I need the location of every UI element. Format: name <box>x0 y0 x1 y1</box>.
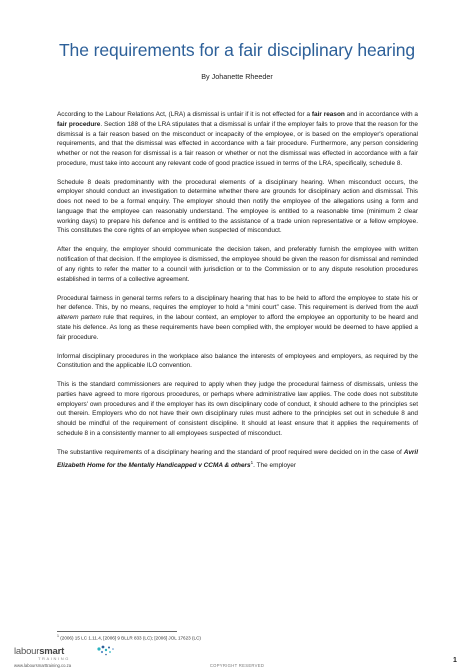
company-logo <box>14 646 70 661</box>
paragraph-7 <box>57 448 418 471</box>
paragraph-2: Schedule 8 deals predominantly with the procedural elements of a disciplinary hearing. When misconduct occurs, the employer should conduct an investigation to determine whether there are grounds for disciplinary action and dismissal. This does not need to be a formal enquiry. The employer should then notify the employee of the allegations using a form and language that the employee can reasonably understand. The employee is entitled to a reasonable time (minimum 2 clear working days) to prepare his defence and is entitled to the assistance of a trade union representative or a fellow employee. This constitutes the core rights of an employee when suspected of misconduct. <box>57 178 418 235</box>
p4-text-a: Procedural fairness in general terms refers to a disciplinary hearing that has to be held to afford the employee to state his or her defence. This, by no means, requires the employer to hold a “mini court” case. This requirement is derived from the <box>57 294 418 312</box>
paragraph-3: After the enquiry, the employer should communicate the decision taken, and preferably furnish the employee with written notification of that decision. If the employee is dismissed, the employee should be given the reason for dismissal and reminded of any rights to refer the matter to a council with jurisdiction or to the Commission or to any dispute resolution procedures established in terms of a collective agreement. <box>57 246 418 283</box>
page-number: 1 <box>453 657 457 664</box>
author-byline: By Johanette Rheeder <box>201 72 273 81</box>
p7-text-a: The substantive requirements of a disciplinary hearing and the standard of proof required were decided on in the case of <box>57 448 404 456</box>
p1-bold-fair-reason: fair reason <box>311 111 345 118</box>
p1-bold-fair-procedure: fair procedure <box>57 120 101 128</box>
document-title: The requirements for a fair disciplinary hearing <box>58 40 416 60</box>
page-footer <box>0 644 474 670</box>
paragraph-6: This is the standard commissioners are required to apply when they judge the procedural fairness of dismissals, unless the parties have agreed to more rigorous procedures, or perhaps where administrative law applies. The code does not substitute employers' own procedures and if the employer has its own disciplinary code of conduct, it should adhere to the principles set out therein. Employers who do not have their own disciplinary rules must adhere to the principles set out in schedule 8 and should be mindful of the requirement of consistent discipline. It should at least ensure that it applies the requirements of schedule 8 in a consistently manner to all employees suspected of misconduct. <box>57 381 418 437</box>
p1-text-c: and in accordance with a <box>344 111 418 118</box>
logo-text-main: labour <box>14 646 40 657</box>
document-body <box>57 110 418 480</box>
p7-text-b: . The employer <box>253 461 296 469</box>
footnote-text: (2006) 15 LC 1.11.4, [2006] 9 BLLR 833 (LC); [2006] JOL 17623 (LC) <box>58 635 201 641</box>
logo-dots-icon <box>96 644 118 658</box>
logo-subtext: TRAINING <box>38 656 70 661</box>
paragraph-5: Informal disciplinary procedures in the workplace also balance the interests of employees and employers, as required by the Constitution and the applicable ILO convention. <box>57 352 418 370</box>
footnote-divider <box>57 631 177 632</box>
p1-text-a: According to the Labour Relations Act, (LRA) a dismissal is unfair if it is not effected for a <box>57 111 312 118</box>
p4-text-b: rule that requires, in the labour context, an employer to afford the employee an opportunity to be heard and state his defence. As long as these requirements have been complied with, the employer would be deemed to have applied a fair procedure. <box>57 314 418 341</box>
p7-case-name: Avril Elizabeth Home for the Mentally Handicapped v CCMA & others <box>57 448 418 469</box>
footnote-marker: 1 <box>57 634 59 638</box>
logo-text-bold: smart <box>39 646 65 657</box>
copyright-notice: COPYRIGHT RESERVED <box>209 663 265 668</box>
p1-text-d: . Section 188 of the LRA stipulates that a dismissal is unfair if the employer fails to prove that the reason for the dismissal is a fair reason based on the misconduct or incapacity of the employee, or is based on the employer's operational requirements, and that the dismissal was effected in accordance with a fair procedure. Furthermore, any person considering whether or not the reason for dismissal is a fair reason or whether or not the dismissal was effected in accordance with a fair procedure, must take into account any relevant code of good practice issued in terms of the LRA, specifically, schedule 8. <box>57 120 418 167</box>
footnote <box>57 634 201 641</box>
paragraph-4 <box>57 294 418 343</box>
paragraph-1 <box>57 110 418 169</box>
footnote-ref[interactable]: 1 <box>250 459 254 465</box>
p4-italic-latin: audi alterem partem <box>57 304 418 322</box>
website-link[interactable]: www.laboursmarttraining.co.za <box>14 663 72 668</box>
